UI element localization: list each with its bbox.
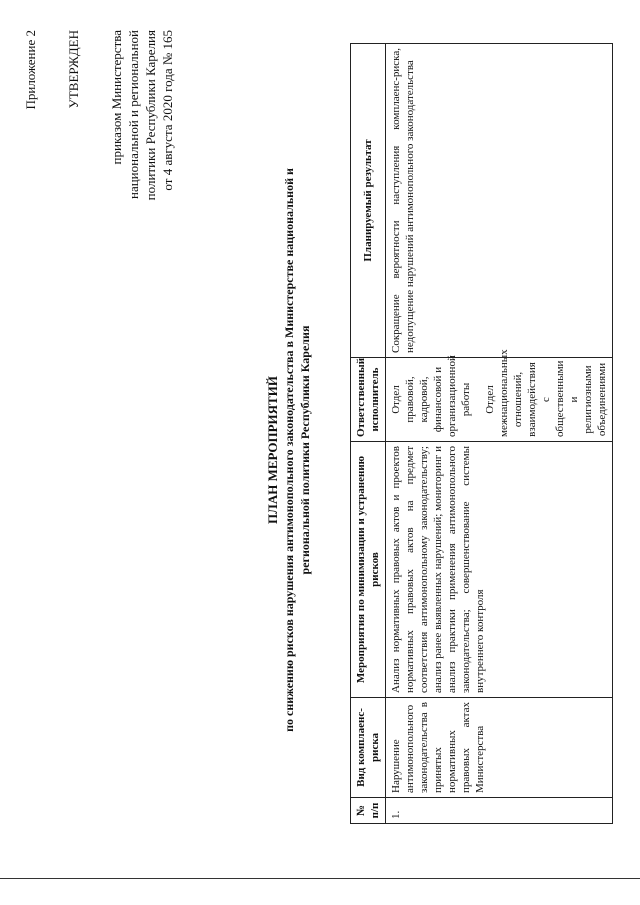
header-number: № п/п xyxy=(351,798,386,824)
cell-measures: Анализ нормативных правовых актов и проектов нормативных правовых актов на предмет соответствия антимонопольному законодательству; анализ ранее выявленных нарушений; мониторинг и анализ практики применения антимонопольного законодательства; совершенствование системы внутреннего контроля xyxy=(386,442,613,698)
title-line: по снижению рисков нарушения антимонопольного законодательства в Министерстве национальной и xyxy=(282,168,296,732)
rotated-content xyxy=(0,20,640,880)
approved-label: УТВЕРЖДЕН xyxy=(66,30,81,109)
cell-result: Сокращение вероятности наступления комплаенс-риска, недопущение нарушений антимонопольного законодательства xyxy=(386,44,613,358)
title-main: ПЛАН МЕРОПРИЯТИЙ xyxy=(265,376,280,524)
executor-primary: Отдел правовой, кадровой, финансовой и организационной работы xyxy=(390,355,472,437)
cell-executor xyxy=(386,349,613,442)
executor-secondary: Отдел межнациональных отношений, взаимодействия с общественными и религиозными объединениями xyxy=(484,349,608,437)
executor-gap xyxy=(473,362,483,437)
document-title xyxy=(265,60,313,840)
approval-block xyxy=(22,30,176,270)
table-row xyxy=(386,44,613,824)
measures-table xyxy=(350,43,613,824)
order-line: от 4 августа 2020 года № 165 xyxy=(160,30,175,191)
appendix-label: Приложение 2 xyxy=(23,30,38,110)
header-result: Планируемый результат xyxy=(351,44,386,358)
cell-risk-type: Нарушение антимонопольного законодательства в принятых нормативных правовых актах Министерства xyxy=(386,698,613,798)
title-line: региональной политики Республики Карелия xyxy=(298,325,312,575)
cell-number: 1. xyxy=(386,798,613,824)
order-line: политики Республики Карелия xyxy=(143,30,158,201)
table-header-row xyxy=(351,44,386,824)
order-line: приказом Министерства xyxy=(109,30,124,165)
order-line: национальной и региональной xyxy=(126,30,141,199)
header-measures: Мероприятия по минимизации и устранению рисков xyxy=(351,442,386,698)
order-reference xyxy=(108,30,176,270)
header-executor: Ответственный исполнитель xyxy=(351,358,386,442)
bottom-divider xyxy=(0,878,640,879)
header-risk-type: Вид комплаенс-риска xyxy=(351,698,386,798)
